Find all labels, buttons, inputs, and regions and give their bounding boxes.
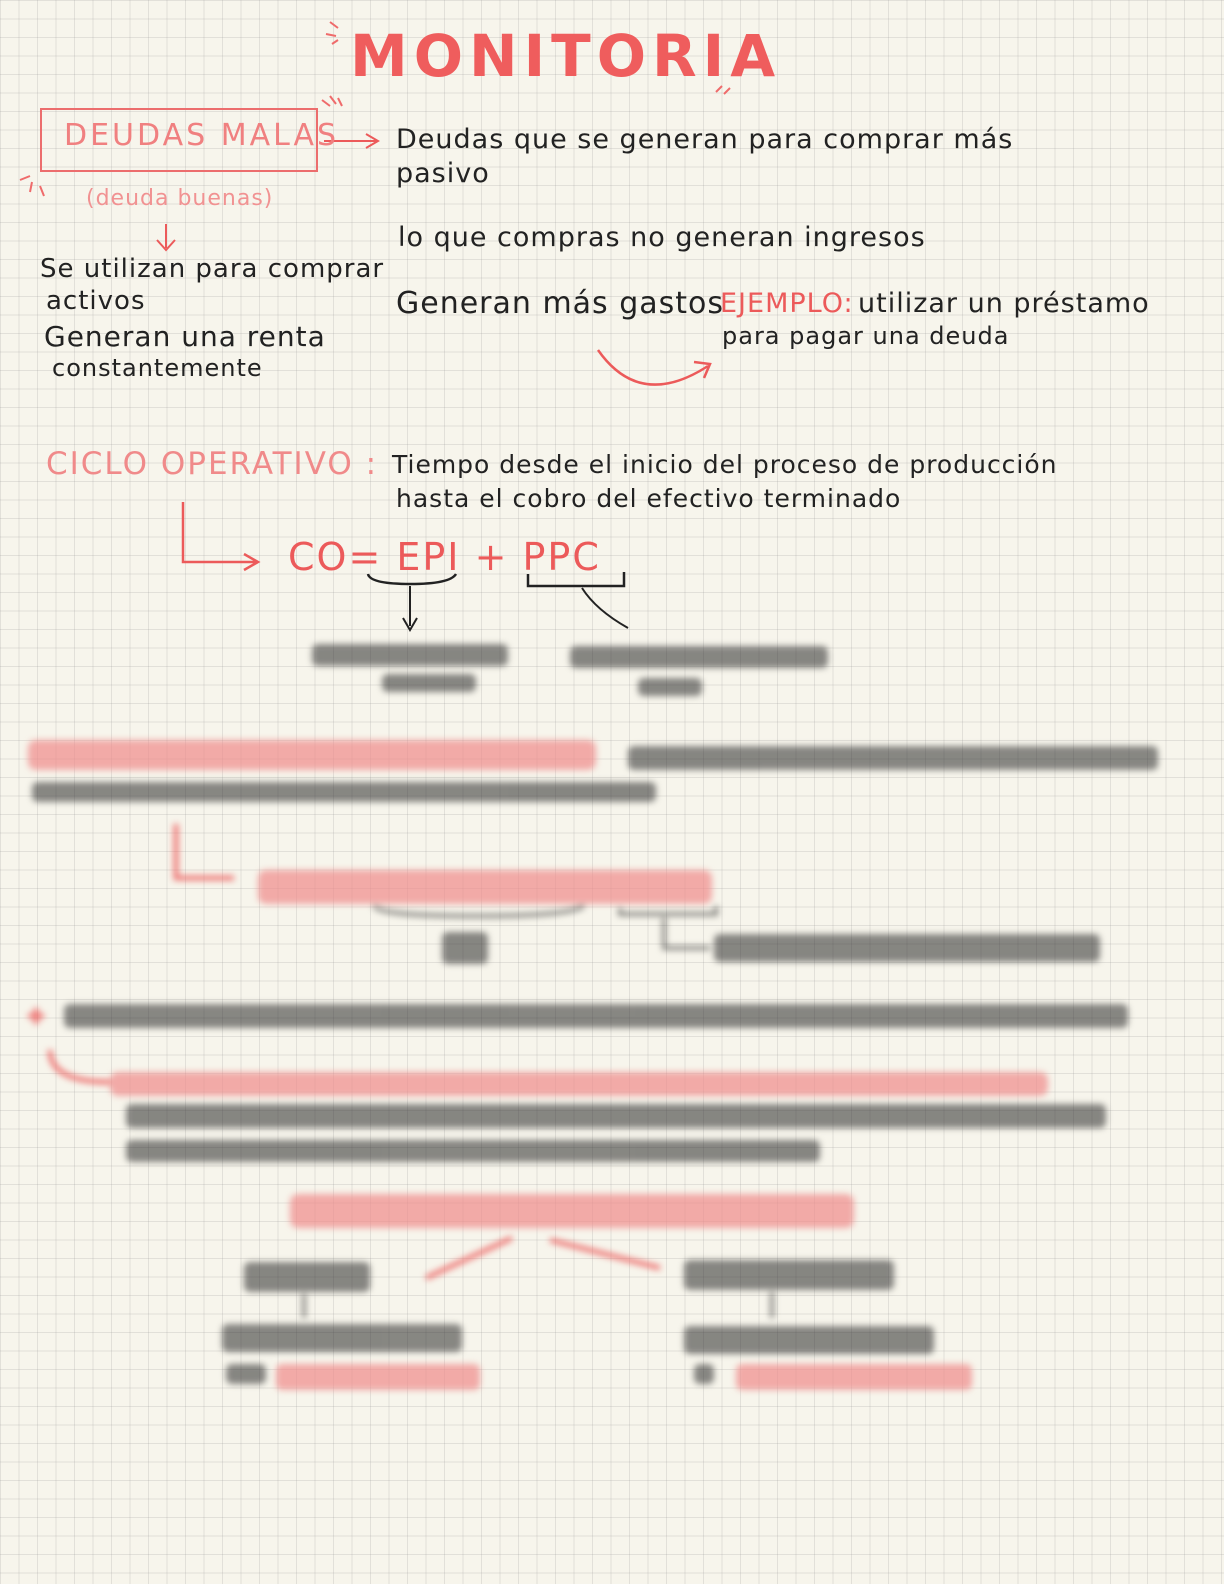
page-title: MONITORIA bbox=[350, 22, 782, 90]
deudas-malas-point-ingresos: lo que compras no generan ingresos bbox=[398, 222, 926, 253]
ciclo-operativo-label: CICLO OPERATIVO : bbox=[46, 446, 379, 482]
deudas-buenas-line3: Generan una renta bbox=[44, 320, 326, 353]
blurred-scribbles bbox=[0, 596, 1224, 1584]
ciclo-operativo-definition-line2: hasta el cobro del efectivo terminado bbox=[396, 484, 902, 513]
deudas-malas-definition-line1: Deudas que se generan para comprar más bbox=[396, 124, 1014, 155]
blurred-content-region bbox=[0, 596, 1224, 1584]
deudas-malas-point-gastos: Generan más gastos bbox=[396, 286, 725, 321]
deudas-malas-definition-line2: pasivo bbox=[396, 158, 490, 189]
deudas-buenas-label: (deuda buenas) bbox=[86, 186, 274, 211]
deudas-malas-label: DEUDAS MALAS bbox=[64, 118, 340, 153]
example-label: EJEMPLO: bbox=[720, 288, 854, 319]
deudas-buenas-line4: constantemente bbox=[52, 354, 263, 382]
ciclo-operativo-definition-line1: Tiempo desde el inicio del proceso de producción bbox=[392, 450, 1058, 479]
ciclo-operativo-formula: CO= EPI + PPC bbox=[288, 535, 601, 579]
example-line2: para pagar una deuda bbox=[722, 322, 1010, 350]
example-line1: utilizar un préstamo bbox=[858, 288, 1150, 319]
deudas-buenas-line1: Se utilizan para comprar bbox=[40, 254, 385, 284]
deudas-buenas-line2: activos bbox=[46, 286, 146, 316]
